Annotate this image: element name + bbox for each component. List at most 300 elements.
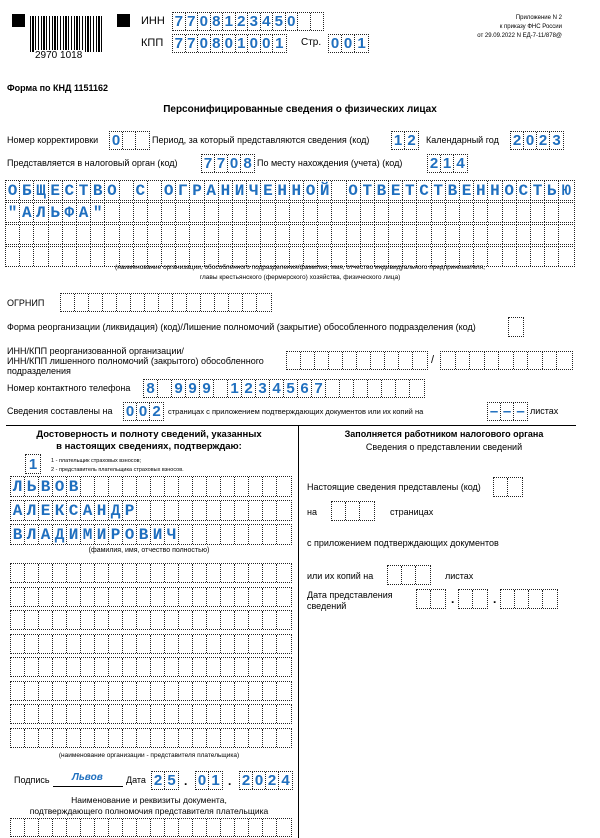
input-cell[interactable] xyxy=(235,682,249,700)
input-cell[interactable] xyxy=(11,611,25,629)
input-cell[interactable] xyxy=(277,819,291,836)
input-cell[interactable]: 0 xyxy=(196,772,209,789)
input-cell[interactable]: С xyxy=(134,181,148,200)
location-code-field[interactable] xyxy=(427,154,468,173)
input-cell[interactable] xyxy=(105,203,119,222)
input-cell[interactable] xyxy=(67,564,81,582)
input-cell[interactable]: Т xyxy=(361,181,375,200)
input-cell[interactable] xyxy=(219,225,233,244)
input-cell[interactable] xyxy=(151,564,165,582)
input-cell[interactable] xyxy=(120,181,134,200)
input-cell[interactable]: 1 xyxy=(441,155,454,172)
input-cell[interactable] xyxy=(261,225,275,244)
input-cell[interactable]: С xyxy=(67,501,81,520)
input-cell[interactable] xyxy=(221,501,235,520)
input-cell[interactable]: 2 xyxy=(152,772,165,789)
signature-line[interactable] xyxy=(53,786,123,787)
input-cell[interactable]: О xyxy=(53,477,67,496)
input-cell[interactable] xyxy=(39,682,53,700)
input-cell[interactable]: 4 xyxy=(261,13,274,30)
input-cell[interactable]: 7 xyxy=(186,13,199,30)
input-cell[interactable]: 0 xyxy=(329,35,342,52)
input-cell[interactable]: О xyxy=(162,181,176,200)
input-cell[interactable] xyxy=(53,705,67,723)
input-cell[interactable] xyxy=(235,611,249,629)
input-cell[interactable]: С xyxy=(517,181,531,200)
input-cell[interactable] xyxy=(233,203,247,222)
input-cell[interactable]: 1 xyxy=(236,35,249,52)
input-cell[interactable]: Щ xyxy=(34,181,48,200)
input-cell[interactable] xyxy=(137,501,151,520)
input-cell[interactable] xyxy=(277,477,291,496)
input-cell[interactable] xyxy=(11,705,25,723)
input-cell[interactable] xyxy=(67,658,81,676)
input-cell[interactable] xyxy=(509,318,523,336)
attachment-sheets-field[interactable] xyxy=(487,402,528,421)
input-cell[interactable]: 3 xyxy=(248,13,261,30)
input-cell[interactable] xyxy=(95,658,109,676)
input-cell[interactable]: А xyxy=(20,203,34,222)
input-cell[interactable] xyxy=(277,658,291,676)
input-cell[interactable]: – xyxy=(516,403,525,420)
input-cell[interactable] xyxy=(417,590,431,608)
input-cell[interactable] xyxy=(503,225,517,244)
representative-org-row[interactable] xyxy=(10,704,292,724)
input-cell[interactable] xyxy=(137,564,151,582)
input-cell[interactable] xyxy=(508,478,522,496)
org-name-row[interactable] xyxy=(5,224,575,245)
input-cell[interactable] xyxy=(474,203,488,222)
input-cell[interactable] xyxy=(61,294,75,311)
input-cell[interactable] xyxy=(67,682,81,700)
input-cell[interactable] xyxy=(473,590,487,608)
input-cell[interactable] xyxy=(193,635,207,653)
input-cell[interactable] xyxy=(249,658,263,676)
input-cell[interactable] xyxy=(67,819,81,836)
input-cell[interactable]: 2 xyxy=(266,772,279,789)
input-cell[interactable]: 7 xyxy=(173,13,186,30)
input-cell[interactable] xyxy=(67,635,81,653)
input-cell[interactable] xyxy=(249,705,263,723)
input-cell[interactable] xyxy=(441,352,456,369)
input-cell[interactable] xyxy=(165,705,179,723)
input-cell[interactable] xyxy=(235,525,249,544)
input-cell[interactable] xyxy=(193,682,207,700)
input-cell[interactable] xyxy=(528,352,543,369)
input-cell[interactable] xyxy=(249,729,263,747)
input-cell[interactable]: Н xyxy=(276,181,290,200)
input-cell[interactable] xyxy=(190,225,204,244)
input-cell[interactable] xyxy=(531,203,545,222)
input-cell[interactable] xyxy=(263,682,277,700)
input-cell[interactable]: Е xyxy=(460,181,474,200)
input-cell[interactable] xyxy=(503,203,517,222)
input-cell[interactable]: 2 xyxy=(537,132,550,149)
input-cell[interactable] xyxy=(263,729,277,747)
representative-org-row[interactable] xyxy=(10,681,292,701)
input-cell[interactable] xyxy=(446,203,460,222)
input-cell[interactable] xyxy=(263,501,277,520)
input-cell[interactable] xyxy=(431,590,445,608)
input-cell[interactable]: С xyxy=(63,181,77,200)
input-cell[interactable]: " xyxy=(91,203,105,222)
input-cell[interactable] xyxy=(371,352,385,369)
input-cell[interactable] xyxy=(332,225,346,244)
input-cell[interactable]: 2 xyxy=(236,13,249,30)
input-cell[interactable] xyxy=(389,225,403,244)
input-cell[interactable] xyxy=(11,819,25,836)
input-cell[interactable]: 1 xyxy=(223,13,236,30)
patronymic-row[interactable] xyxy=(10,524,292,545)
input-cell[interactable] xyxy=(81,635,95,653)
tax-authority-code-field[interactable] xyxy=(201,154,255,173)
input-cell[interactable] xyxy=(151,635,165,653)
input-cell[interactable] xyxy=(165,477,179,496)
input-cell[interactable] xyxy=(137,588,151,606)
input-cell[interactable] xyxy=(290,203,304,222)
input-cell[interactable] xyxy=(179,819,193,836)
input-cell[interactable] xyxy=(53,658,67,676)
input-cell[interactable] xyxy=(276,225,290,244)
input-cell[interactable]: О xyxy=(123,525,137,544)
input-cell[interactable]: Н xyxy=(95,501,109,520)
input-cell[interactable] xyxy=(494,478,508,496)
input-cell[interactable] xyxy=(233,225,247,244)
input-cell[interactable] xyxy=(304,203,318,222)
input-cell[interactable] xyxy=(417,203,431,222)
input-cell[interactable] xyxy=(235,588,249,606)
input-cell[interactable] xyxy=(277,525,291,544)
input-cell[interactable] xyxy=(347,203,361,222)
input-cell[interactable]: 5 xyxy=(273,13,286,30)
input-cell[interactable] xyxy=(329,352,343,369)
input-cell[interactable]: Й xyxy=(318,181,332,200)
input-cell[interactable] xyxy=(207,525,221,544)
input-cell[interactable] xyxy=(165,729,179,747)
input-cell[interactable] xyxy=(179,501,193,520)
input-cell[interactable] xyxy=(151,682,165,700)
input-cell[interactable] xyxy=(543,590,557,608)
input-cell[interactable] xyxy=(123,477,137,496)
input-cell[interactable]: Р xyxy=(190,181,204,200)
input-cell[interactable] xyxy=(53,635,67,653)
input-cell[interactable]: Д xyxy=(109,501,123,520)
input-cell[interactable] xyxy=(403,225,417,244)
input-cell[interactable] xyxy=(123,564,137,582)
input-cell[interactable]: В xyxy=(137,525,151,544)
input-cell[interactable] xyxy=(179,525,193,544)
input-cell[interactable] xyxy=(95,477,109,496)
input-cell[interactable]: Е xyxy=(39,501,53,520)
input-cell[interactable] xyxy=(388,566,402,584)
input-cell[interactable]: К xyxy=(53,501,67,520)
input-cell[interactable] xyxy=(215,294,229,311)
input-cell[interactable] xyxy=(235,819,249,836)
input-cell[interactable]: 9 xyxy=(186,380,200,397)
input-cell[interactable] xyxy=(446,225,460,244)
input-cell[interactable]: М xyxy=(81,525,95,544)
input-cell[interactable] xyxy=(501,590,515,608)
input-cell[interactable] xyxy=(193,501,207,520)
input-cell[interactable] xyxy=(158,380,172,397)
org-name-row[interactable] xyxy=(5,180,575,201)
input-cell[interactable] xyxy=(137,705,151,723)
input-cell[interactable] xyxy=(11,635,25,653)
input-cell[interactable] xyxy=(315,352,329,369)
input-cell[interactable]: А xyxy=(77,203,91,222)
input-cell[interactable] xyxy=(148,203,162,222)
input-cell[interactable]: О xyxy=(347,181,361,200)
input-cell[interactable] xyxy=(488,225,502,244)
input-cell[interactable] xyxy=(263,525,277,544)
input-cell[interactable] xyxy=(81,477,95,496)
input-cell[interactable]: 8 xyxy=(211,13,224,30)
input-cell[interactable] xyxy=(221,477,235,496)
input-cell[interactable] xyxy=(11,658,25,676)
input-cell[interactable]: С xyxy=(417,181,431,200)
input-cell[interactable]: 5 xyxy=(167,772,176,789)
input-cell[interactable] xyxy=(263,611,277,629)
input-cell[interactable] xyxy=(403,203,417,222)
input-cell[interactable] xyxy=(361,203,375,222)
input-cell[interactable] xyxy=(176,203,190,222)
input-cell[interactable] xyxy=(63,225,77,244)
input-cell[interactable] xyxy=(67,729,81,747)
input-cell[interactable] xyxy=(205,203,219,222)
input-cell[interactable] xyxy=(179,682,193,700)
input-cell[interactable] xyxy=(151,705,165,723)
input-cell[interactable] xyxy=(263,564,277,582)
input-cell[interactable] xyxy=(81,705,95,723)
page-number-field[interactable] xyxy=(328,34,369,53)
input-cell[interactable] xyxy=(214,380,228,397)
input-cell[interactable] xyxy=(346,502,360,520)
input-cell[interactable] xyxy=(219,203,233,222)
input-cell[interactable] xyxy=(277,501,291,520)
input-cell[interactable]: 9 xyxy=(172,380,186,397)
calendar-year-field[interactable] xyxy=(510,131,564,150)
input-cell[interactable]: 0 xyxy=(248,35,261,52)
input-cell[interactable] xyxy=(413,352,427,369)
input-cell[interactable] xyxy=(221,729,235,747)
input-cell[interactable] xyxy=(249,819,263,836)
input-cell[interactable] xyxy=(263,477,277,496)
input-cell[interactable] xyxy=(151,658,165,676)
input-cell[interactable] xyxy=(151,477,165,496)
input-cell[interactable] xyxy=(148,225,162,244)
input-cell[interactable]: 7 xyxy=(173,35,186,52)
input-cell[interactable] xyxy=(25,564,39,582)
input-cell[interactable]: 2 xyxy=(511,132,524,149)
input-cell[interactable]: Ь xyxy=(25,477,39,496)
input-cell[interactable] xyxy=(39,819,53,836)
input-cell[interactable] xyxy=(123,658,137,676)
input-cell[interactable] xyxy=(165,564,179,582)
office-date-day[interactable] xyxy=(416,589,446,609)
input-cell[interactable]: 0 xyxy=(228,155,241,172)
input-cell[interactable] xyxy=(229,294,243,311)
input-cell[interactable]: А xyxy=(81,501,95,520)
representative-org-row[interactable] xyxy=(10,587,292,607)
input-cell[interactable] xyxy=(123,635,137,653)
input-cell[interactable] xyxy=(123,588,137,606)
input-cell[interactable] xyxy=(137,729,151,747)
input-cell[interactable] xyxy=(131,294,145,311)
input-cell[interactable] xyxy=(159,294,173,311)
input-cell[interactable] xyxy=(343,352,357,369)
input-cell[interactable]: И xyxy=(151,525,165,544)
input-cell[interactable] xyxy=(276,203,290,222)
input-cell[interactable] xyxy=(514,352,529,369)
input-cell[interactable] xyxy=(485,352,500,369)
input-cell[interactable]: – xyxy=(488,403,501,420)
input-cell[interactable] xyxy=(179,729,193,747)
input-cell[interactable] xyxy=(207,658,221,676)
input-cell[interactable] xyxy=(298,13,311,30)
input-cell[interactable] xyxy=(193,705,207,723)
input-cell[interactable] xyxy=(263,588,277,606)
input-cell[interactable] xyxy=(361,225,375,244)
input-cell[interactable] xyxy=(277,611,291,629)
pages-count-field[interactable] xyxy=(123,402,164,421)
input-cell[interactable] xyxy=(81,588,95,606)
submitted-code-field[interactable] xyxy=(493,477,523,497)
input-cell[interactable] xyxy=(221,588,235,606)
input-cell[interactable]: 0 xyxy=(253,772,266,789)
input-cell[interactable] xyxy=(165,658,179,676)
input-cell[interactable]: 7 xyxy=(215,155,228,172)
input-cell[interactable] xyxy=(277,588,291,606)
input-cell[interactable]: 8 xyxy=(144,380,158,397)
input-cell[interactable] xyxy=(151,588,165,606)
input-cell[interactable] xyxy=(162,203,176,222)
authority-document-field[interactable] xyxy=(10,818,292,837)
input-cell[interactable]: Н xyxy=(219,181,233,200)
input-cell[interactable] xyxy=(456,352,471,369)
input-cell[interactable] xyxy=(193,819,207,836)
input-cell[interactable] xyxy=(137,682,151,700)
input-cell[interactable] xyxy=(109,635,123,653)
input-cell[interactable] xyxy=(11,588,25,606)
phone-field[interactable] xyxy=(143,379,425,398)
input-cell[interactable] xyxy=(95,611,109,629)
input-cell[interactable]: 0 xyxy=(198,13,211,30)
input-cell[interactable] xyxy=(263,658,277,676)
input-cell[interactable]: Ф xyxy=(63,203,77,222)
input-cell[interactable] xyxy=(6,225,20,244)
input-cell[interactable] xyxy=(179,611,193,629)
input-cell[interactable] xyxy=(460,203,474,222)
input-cell[interactable] xyxy=(375,203,389,222)
reorg-inn-field[interactable] xyxy=(286,351,428,370)
input-cell[interactable]: О xyxy=(304,181,318,200)
input-cell[interactable]: Ь xyxy=(49,203,63,222)
input-cell[interactable]: 0 xyxy=(110,132,123,149)
input-cell[interactable]: Л xyxy=(34,203,48,222)
input-cell[interactable] xyxy=(39,705,53,723)
input-cell[interactable] xyxy=(416,566,430,584)
input-cell[interactable] xyxy=(249,477,263,496)
input-cell[interactable] xyxy=(399,352,413,369)
input-cell[interactable] xyxy=(474,225,488,244)
input-cell[interactable]: И xyxy=(67,525,81,544)
input-cell[interactable] xyxy=(123,819,137,836)
input-cell[interactable]: В xyxy=(67,477,81,496)
input-cell[interactable]: Л xyxy=(25,501,39,520)
input-cell[interactable] xyxy=(207,564,221,582)
input-cell[interactable] xyxy=(263,635,277,653)
input-cell[interactable] xyxy=(235,705,249,723)
input-cell[interactable]: 6 xyxy=(298,380,312,397)
input-cell[interactable] xyxy=(81,564,95,582)
input-cell[interactable] xyxy=(67,588,81,606)
input-cell[interactable] xyxy=(137,819,151,836)
input-cell[interactable] xyxy=(95,682,109,700)
input-cell[interactable] xyxy=(39,658,53,676)
input-cell[interactable] xyxy=(136,132,149,149)
input-cell[interactable] xyxy=(67,611,81,629)
input-cell[interactable]: Б xyxy=(20,181,34,200)
input-cell[interactable] xyxy=(249,682,263,700)
input-cell[interactable]: 4 xyxy=(270,380,284,397)
input-cell[interactable] xyxy=(89,294,103,311)
input-cell[interactable] xyxy=(137,477,151,496)
input-cell[interactable] xyxy=(417,225,431,244)
input-cell[interactable] xyxy=(176,225,190,244)
input-cell[interactable]: Л xyxy=(25,525,39,544)
input-cell[interactable] xyxy=(25,819,39,836)
input-cell[interactable] xyxy=(75,294,89,311)
input-cell[interactable] xyxy=(190,203,204,222)
input-cell[interactable] xyxy=(247,225,261,244)
input-cell[interactable] xyxy=(193,611,207,629)
input-cell[interactable] xyxy=(193,658,207,676)
input-cell[interactable]: В xyxy=(39,477,53,496)
input-cell[interactable]: 5 xyxy=(284,380,298,397)
input-cell[interactable] xyxy=(432,225,446,244)
input-cell[interactable] xyxy=(249,588,263,606)
input-cell[interactable]: 2 xyxy=(240,772,253,789)
input-cell[interactable] xyxy=(205,225,219,244)
signature-date-month[interactable] xyxy=(195,771,223,790)
input-cell[interactable] xyxy=(263,705,277,723)
input-cell[interactable] xyxy=(221,658,235,676)
input-cell[interactable] xyxy=(81,682,95,700)
input-cell[interactable]: И xyxy=(233,181,247,200)
input-cell[interactable] xyxy=(207,501,221,520)
input-cell[interactable] xyxy=(221,819,235,836)
input-cell[interactable] xyxy=(53,588,67,606)
input-cell[interactable]: Т xyxy=(432,181,446,200)
input-cell[interactable] xyxy=(151,501,165,520)
input-cell[interactable] xyxy=(137,611,151,629)
input-cell[interactable] xyxy=(354,380,368,397)
input-cell[interactable] xyxy=(207,477,221,496)
input-cell[interactable]: 7 xyxy=(202,155,215,172)
input-cell[interactable] xyxy=(39,635,53,653)
input-cell[interactable] xyxy=(34,225,48,244)
input-cell[interactable] xyxy=(559,225,573,244)
input-cell[interactable] xyxy=(235,658,249,676)
signature-date-year[interactable] xyxy=(239,771,293,790)
input-cell[interactable] xyxy=(25,635,39,653)
input-cell[interactable] xyxy=(53,564,67,582)
input-cell[interactable] xyxy=(460,225,474,244)
input-cell[interactable]: 9 xyxy=(200,380,214,397)
input-cell[interactable] xyxy=(559,203,573,222)
input-cell[interactable] xyxy=(332,203,346,222)
input-cell[interactable] xyxy=(165,611,179,629)
